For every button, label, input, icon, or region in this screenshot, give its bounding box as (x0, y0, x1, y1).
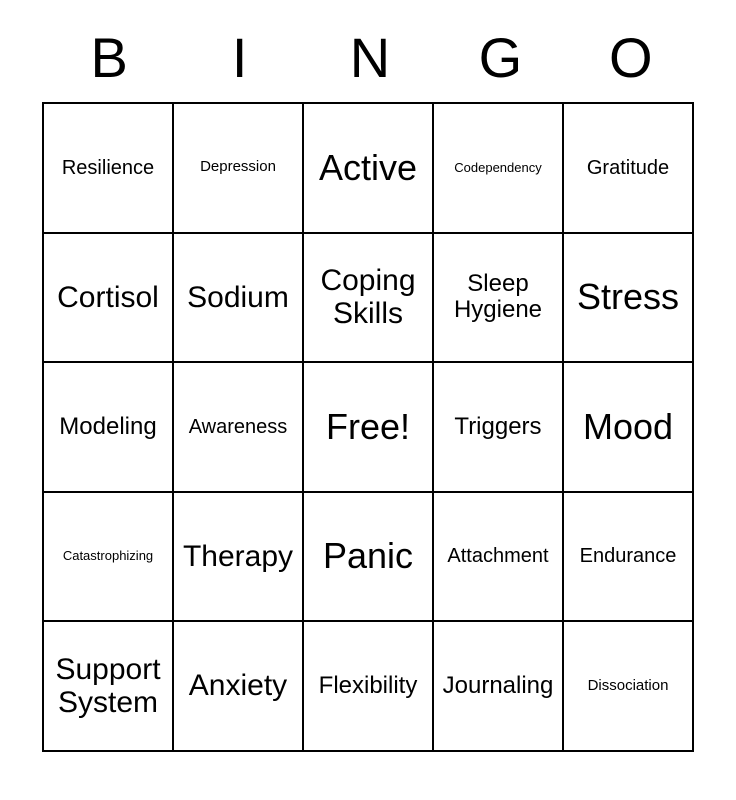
bingo-cell-label: Sleep Hygiene (453, 269, 543, 324)
bingo-cell[interactable] (174, 104, 304, 234)
bingo-row (44, 104, 694, 234)
bingo-cell[interactable] (564, 622, 694, 752)
bingo-cell-label: Journaling (442, 671, 554, 699)
bingo-cell[interactable] (174, 493, 304, 623)
bingo-cell-label: Sodium (187, 280, 289, 314)
bingo-cell[interactable] (304, 493, 434, 623)
bingo-cell[interactable] (564, 493, 694, 623)
bingo-cell[interactable] (564, 104, 694, 234)
header-letter-g: G (478, 26, 523, 89)
bingo-cell-label: Stress (576, 276, 680, 318)
bingo-cell-label: Gratitude (586, 156, 670, 179)
bingo-cell[interactable] (174, 363, 304, 493)
bingo-cell-label: Triggers (454, 412, 542, 440)
bingo-cell[interactable] (564, 234, 694, 364)
bingo-cell-label: Free! (325, 405, 411, 447)
bingo-cell[interactable] (44, 104, 174, 234)
bingo-cell[interactable] (174, 234, 304, 364)
bingo-row (44, 363, 694, 493)
bingo-cell-label: Mood (582, 405, 674, 447)
bingo-cell[interactable] (44, 234, 174, 364)
bingo-cell-label: Catastrophizing (62, 548, 154, 564)
bingo-cell-label: Support System (55, 652, 161, 720)
bingo-cell-label: Resilience (61, 156, 155, 179)
bingo-cell[interactable] (44, 493, 174, 623)
bingo-cell[interactable] (434, 493, 564, 623)
bingo-cell-free[interactable] (304, 363, 434, 493)
bingo-cell[interactable] (44, 363, 174, 493)
header-letter-b: B (90, 26, 128, 89)
bingo-cell-label: Attachment (447, 545, 549, 568)
bingo-cell-label: Endurance (579, 545, 677, 568)
bingo-cell-label: Dissociation (587, 676, 669, 694)
bingo-cell-label: Panic (322, 535, 414, 577)
bingo-cell[interactable] (304, 234, 434, 364)
bingo-cell[interactable] (434, 363, 564, 493)
bingo-cell-label: Depression (200, 158, 276, 176)
bingo-cell[interactable] (304, 104, 434, 234)
bingo-grid (42, 102, 694, 752)
bingo-cell[interactable] (174, 622, 304, 752)
bingo-cell-label: Awareness (188, 415, 288, 438)
bingo-row (44, 493, 694, 623)
bingo-cell[interactable] (304, 622, 434, 752)
bingo-cell[interactable] (434, 104, 564, 234)
bingo-cell-label: Flexibility (318, 671, 418, 699)
bingo-row (44, 622, 694, 752)
bingo-cell[interactable] (434, 622, 564, 752)
bingo-cell-label: Active (318, 146, 418, 188)
bingo-cell-label: Cortisol (57, 280, 159, 314)
bingo-cell[interactable] (44, 622, 174, 752)
bingo-cell[interactable] (564, 363, 694, 493)
header-letter-i: I (231, 26, 248, 89)
bingo-header (44, 28, 696, 88)
bingo-cell[interactable] (434, 234, 564, 364)
header-letter-o: O (609, 26, 653, 89)
bingo-row (44, 234, 694, 364)
bingo-cell-label: Anxiety (188, 669, 288, 703)
bingo-cell-label: Modeling (59, 412, 157, 440)
header-letter-n: N (349, 26, 391, 89)
bingo-cell-label: Coping Skills (320, 263, 416, 331)
bingo-cell-label: Codependency (454, 159, 542, 175)
bingo-cell-label: Therapy (182, 539, 294, 573)
